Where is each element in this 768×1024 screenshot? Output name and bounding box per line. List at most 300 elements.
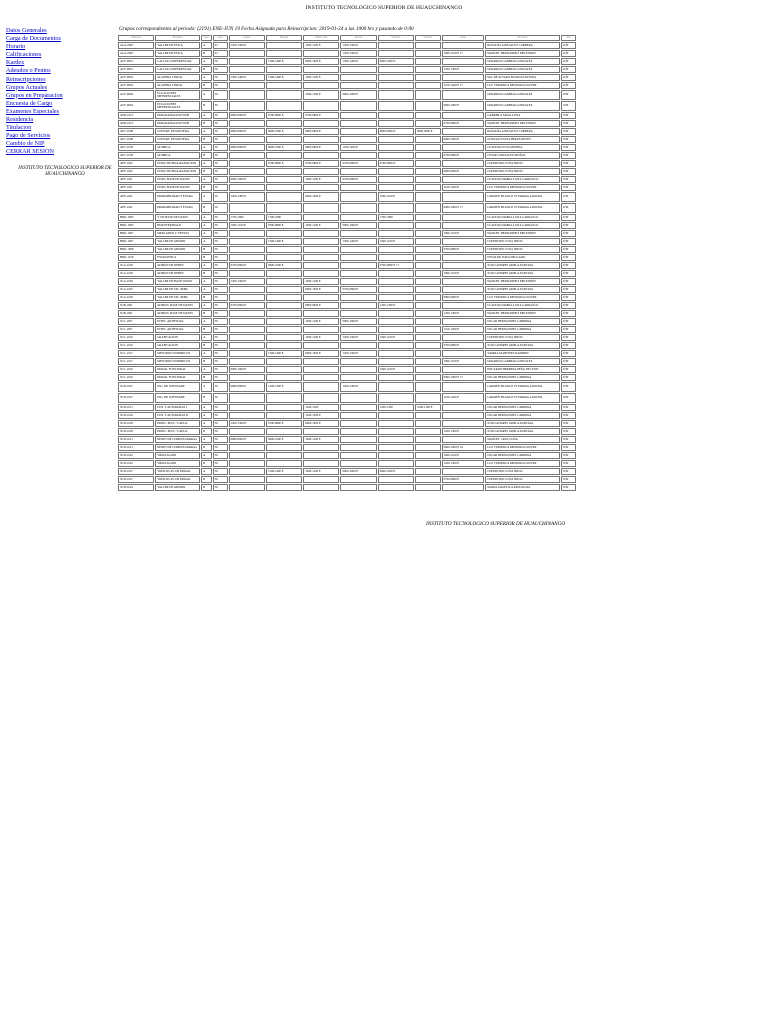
table-cell: [303, 294, 339, 301]
table-cell: [303, 101, 339, 111]
row-select-cell[interactable]: 0/30: [561, 404, 576, 411]
table-row: [118, 144, 576, 151]
table-row: [118, 310, 576, 317]
sidebar-link-residencia[interactable]: Residencia: [6, 116, 34, 124]
row-select-cell[interactable]: 0/30: [561, 112, 576, 119]
table-cell: [266, 50, 302, 57]
table-cell: [340, 476, 376, 483]
table-cell: 0700-0800 E: [378, 160, 414, 167]
table-cell: GERARDO GAMBOA GONZALEZ: [485, 90, 560, 100]
table-cell: [340, 184, 376, 191]
row-select-cell[interactable]: 0/30: [561, 294, 576, 301]
table-cell: JULIO ANDRES AMECA PANTOJA: [485, 428, 560, 435]
table-cell: 1000-1100 E: [442, 230, 485, 237]
table-cell: B: [201, 203, 212, 213]
table-cell: [442, 238, 485, 245]
table-cell: [303, 120, 339, 127]
table-cell: 1000-1100 E: [442, 270, 485, 277]
table-cell: SCD-1027: [118, 382, 154, 392]
table-cell: 0900-1000 E: [303, 286, 339, 293]
table-row: [118, 254, 576, 261]
table-cell: [415, 326, 441, 333]
table-cell: SCC-1019: [118, 374, 154, 381]
row-select-cell[interactable]: 0/30: [561, 374, 576, 381]
table-cell: [229, 444, 265, 451]
table-cell: [378, 184, 414, 191]
table-cell: BIODIVERSIDAD: [155, 222, 200, 229]
table-cell: [303, 444, 339, 451]
table-row: [118, 82, 576, 89]
table-cell: [415, 222, 441, 229]
table-cell: 0900-1000 E: [266, 128, 302, 135]
table-cell: 0700-0800 E: [266, 222, 302, 229]
table-cell: 30: [213, 214, 228, 221]
table-cell: AEF-1031: [118, 184, 154, 191]
row-select-cell[interactable]: 0/30: [561, 358, 576, 365]
row-select-cell[interactable]: 0/30: [561, 168, 576, 175]
table-row: [118, 436, 576, 443]
table-cell: [378, 382, 414, 392]
sidebar-link-adeudos-o-pentos[interactable]: Adeudos o Pentos: [6, 67, 51, 75]
table-cell: 30: [213, 412, 228, 419]
table-cell: A: [201, 286, 212, 293]
table-cell: B: [201, 82, 212, 89]
table-cell: SCB-1001: [118, 310, 154, 317]
column-header: Jueves: [340, 35, 376, 41]
row-select-cell[interactable]: 0/30: [561, 176, 576, 183]
table-cell: 0800-0900 E: [229, 436, 265, 443]
table-cell: [303, 382, 339, 392]
table-cell: CARMEN BLANCO YTURRIAGA ROCHA: [485, 382, 560, 392]
table-cell: ACF-0903: [118, 74, 154, 81]
table-cell: MANUEL HERNANDEZ MELENDEZ: [485, 278, 560, 285]
table-cell: [378, 66, 414, 73]
row-select-cell[interactable]: 0/30: [561, 484, 576, 491]
table-cell: 30: [213, 160, 228, 167]
table-cell: [266, 278, 302, 285]
row-select-cell[interactable]: 0/30: [561, 278, 576, 285]
table-cell: SCD-1018: [118, 428, 154, 435]
sidebar-link-cerrar-sesion[interactable]: CERRAR SESION: [6, 148, 54, 156]
table-cell: JULIO ANDRES AMECA PANTOJA: [485, 420, 560, 427]
table-cell: [340, 412, 376, 419]
table-cell: [229, 184, 265, 191]
table-cell: [378, 460, 414, 467]
table-cell: [415, 460, 441, 467]
table-cell: A: [201, 160, 212, 167]
table-cell: 30: [213, 230, 228, 237]
row-select-cell[interactable]: 0/30: [561, 476, 576, 483]
row-select-cell[interactable]: 0/30: [561, 101, 576, 111]
table-cell: [442, 420, 485, 427]
table-cell: [340, 294, 376, 301]
table-cell: [442, 484, 485, 491]
table-cell: 30: [213, 436, 228, 443]
table-cell: ECUACIONES DIFERENCIALES: [155, 101, 200, 111]
row-select-cell[interactable]: 0/30: [561, 222, 576, 229]
table-cell: SCC-1017: [118, 350, 154, 357]
table-cell: [442, 74, 485, 81]
table-cell: [340, 101, 376, 111]
table-cell: CLAUDIA YADIRA LUNA CARRASCO: [485, 176, 560, 183]
row-select-cell[interactable]: 0/30: [561, 366, 576, 373]
table-cell: 1200-1300 E: [229, 42, 265, 49]
table-cell: [378, 112, 414, 119]
row-select-cell[interactable]: 0/30: [561, 144, 576, 151]
sidebar-link-grupos-actuales[interactable]: Grupos Actuales: [6, 83, 48, 91]
table-cell: A: [201, 112, 212, 119]
sidebar-link-examenes-especiales[interactable]: Examenes Especiales: [6, 107, 60, 115]
table-cell: 30: [213, 112, 228, 119]
sidebar-link-carga-de-documentos[interactable]: Carga de Documentos: [6, 35, 61, 43]
table-row: [118, 168, 576, 175]
row-select-cell[interactable]: 0/30: [561, 436, 576, 443]
row-select-cell[interactable]: 0/30: [561, 334, 576, 341]
table-cell: [378, 90, 414, 100]
table-row: [118, 152, 576, 159]
column-header: Profesor: [485, 35, 560, 41]
table-cell: 1000-1100 E: [442, 452, 485, 459]
table-cell: SIMULACION: [155, 452, 200, 459]
table-cell: METODOS NUMERICOS: [155, 358, 200, 365]
table-cell: B: [201, 254, 212, 261]
table-cell: TALLER DE ETICA: [155, 42, 200, 49]
table-row: [118, 214, 576, 221]
table-cell: 0900-1000 E: [303, 192, 339, 202]
table-cell: GERARDO GAMBOA GONZALEZ: [485, 358, 560, 365]
row-select-cell[interactable]: 0/30: [561, 58, 576, 65]
row-select-cell[interactable]: 0/30: [561, 90, 576, 100]
row-select-cell[interactable]: 0/30: [561, 393, 576, 403]
table-cell: [442, 278, 485, 285]
row-select-cell[interactable]: 0/30: [561, 203, 576, 213]
groups-table: [117, 34, 577, 492]
table-cell: 30: [213, 136, 228, 143]
row-select-cell[interactable]: 0/30: [561, 468, 576, 475]
table-cell: TALLER DE ETICA: [155, 50, 200, 57]
table-cell: SCD-1015: [118, 404, 154, 411]
table-cell: [415, 101, 441, 111]
row-select-cell[interactable]: 0/30: [561, 262, 576, 269]
table-cell: [266, 286, 302, 293]
row-select-cell[interactable]: 0/30: [561, 286, 576, 293]
table-cell: BDD-1007: [118, 230, 154, 237]
row-select-cell[interactable]: 0/30: [561, 310, 576, 317]
table-cell: CARMEN BLANCO YTURRIAGA ROCHA: [485, 192, 560, 202]
table-cell: [229, 160, 265, 167]
table-cell: A: [201, 350, 212, 357]
table-cell: SCD-1027: [118, 468, 154, 475]
sidebar-link-horario[interactable]: Horario: [6, 43, 26, 51]
table-cell: 1200-1300 E: [378, 302, 414, 309]
table-cell: CUPERTINO LUNA TREJO: [485, 238, 560, 245]
table-cell: [415, 358, 441, 365]
table-cell: [340, 366, 376, 373]
row-select-cell[interactable]: 0/30: [561, 428, 576, 435]
table-cell: [340, 230, 376, 237]
table-cell: [340, 120, 376, 127]
row-select-cell[interactable]: 0/30: [561, 302, 576, 309]
row-select-cell[interactable]: 0/30: [561, 136, 576, 143]
table-cell: [340, 270, 376, 277]
table-cell: 0800-0900 E: [229, 128, 265, 135]
table-row: [118, 334, 576, 341]
table-cell: [415, 90, 441, 100]
table-cell: [266, 484, 302, 491]
row-select-cell[interactable]: 0/30: [561, 420, 576, 427]
table-row: [118, 58, 576, 65]
table-row: [118, 374, 576, 381]
row-select-cell[interactable]: 0/30: [561, 160, 576, 167]
row-select-cell[interactable]: 0/30: [561, 460, 576, 467]
table-cell: B: [201, 136, 212, 143]
table-cell: 0900-1000 E: [266, 144, 302, 151]
table-cell: A: [201, 334, 212, 341]
table-cell: 1000-1100 E: [303, 436, 339, 443]
table-cell: [266, 82, 302, 89]
table-cell: CARMEN BLANCO YTURRIAGA ROCHA: [485, 393, 560, 403]
table-cell: [229, 230, 265, 237]
table-cell: 30: [213, 120, 228, 127]
table-cell: SCD-1022: [118, 460, 154, 467]
table-cell: [340, 128, 376, 135]
row-select-cell[interactable]: 0/30: [561, 74, 576, 81]
table-cell: JULIO ANDRES AMECA PANTOJA: [485, 342, 560, 349]
sidebar-link-calificaciones[interactable]: Calificaciones: [6, 51, 42, 59]
table-cell: [303, 428, 339, 435]
table-cell: SCD-1018: [118, 420, 154, 427]
table-cell: [378, 136, 414, 143]
table-cell: 30: [213, 452, 228, 459]
table-cell: 1000-1100 E: [378, 238, 414, 245]
row-select-cell[interactable]: 0/30: [561, 382, 576, 392]
table-cell: ACF-0903: [118, 82, 154, 89]
table-row: [118, 404, 576, 411]
column-header: Gpo: [201, 35, 212, 41]
row-select-cell[interactable]: 0/30: [561, 342, 576, 349]
table-cell: A: [201, 278, 212, 285]
table-cell: [303, 50, 339, 57]
sidebar-link-encuesta-de-cargo[interactable]: Encuesta de Cargo: [6, 99, 53, 107]
table-cell: 0800-0900 E: [303, 302, 339, 309]
table-cell: [266, 452, 302, 459]
table-cell: [415, 214, 441, 221]
table-cell: [266, 120, 302, 127]
table-row: [118, 66, 576, 73]
table-cell: 30: [213, 468, 228, 475]
row-select-cell[interactable]: 0/30: [561, 152, 576, 159]
table-row: [118, 318, 576, 325]
row-select-cell[interactable]: 0/30: [561, 214, 576, 221]
table-cell: [266, 270, 302, 277]
table-cell: [442, 412, 485, 419]
table-row: [118, 74, 576, 81]
table-cell: [415, 342, 441, 349]
sidebar-link-cambio-de-nip[interactable]: Cambio de NIP: [6, 140, 45, 148]
table-cell: SCC-1017: [118, 358, 154, 365]
table-cell: A: [201, 382, 212, 392]
table-cell: 30: [213, 382, 228, 392]
row-select-cell[interactable]: 0/30: [561, 184, 576, 191]
table-cell: [266, 66, 302, 73]
sidebar-link-grupos-en-preparacion[interactable]: Grupos en Preparacion: [6, 91, 63, 99]
table-cell: [415, 176, 441, 183]
table-cell: [229, 82, 265, 89]
table-cell: 1200-1300 E: [340, 42, 376, 49]
table-cell: ACF-0904: [118, 101, 154, 111]
table-cell: 0700-0800 E: [442, 120, 485, 127]
table-cell: [229, 90, 265, 100]
table-cell: A: [201, 222, 212, 229]
table-cell: [415, 152, 441, 159]
table-cell: 0900-1000 E: [442, 136, 485, 143]
table-cell: METODOS NUMERICOS: [155, 350, 200, 357]
table-cell: SCA-1025: [118, 286, 154, 293]
row-select-cell[interactable]: 0/30: [561, 326, 576, 333]
table-cell: 1200-1300 E: [340, 50, 376, 57]
table-cell: [229, 428, 265, 435]
table-cell: T. DE BASE DE DATOS: [155, 214, 200, 221]
table-cell: CONTAB. FINANCIERA: [155, 128, 200, 135]
table-cell: ING. DE SOFTWARE: [155, 393, 200, 403]
table-cell: 30: [213, 404, 228, 411]
sidebar-link-reinscripciones[interactable]: Reinscripciones: [6, 75, 46, 83]
table-cell: 1000-1100 E: [442, 358, 485, 365]
table-cell: ROSALBA GONZALEZ CABRERA: [485, 42, 560, 49]
table-cell: [229, 294, 265, 301]
sidebar-link-titulacion[interactable]: Titulacion: [6, 124, 32, 132]
table-cell: [303, 452, 339, 459]
table-cell: [442, 318, 485, 325]
table-cell: [229, 393, 265, 403]
table-cell: 0900-1000 E 17: [442, 374, 485, 381]
table-cell: ACA-0907: [118, 50, 154, 57]
table-cell: 1300-1400 E: [266, 350, 302, 357]
table-cell: [229, 254, 265, 261]
table-cell: 1100-1200 E: [442, 326, 485, 333]
table-cell: [415, 382, 441, 392]
table-row: [118, 101, 576, 111]
table-cell: [303, 152, 339, 159]
table-cell: 0700-0800 E: [266, 160, 302, 167]
row-select-cell[interactable]: 0/30: [561, 412, 576, 419]
table-cell: OSCAR HERNANDEZ CABRERA: [485, 318, 560, 325]
table-cell: [229, 152, 265, 159]
table-cell: SCD-1016: [118, 412, 154, 419]
table-cell: 1000-1100 E: [378, 366, 414, 373]
table-cell: [266, 460, 302, 467]
row-select-cell[interactable]: 0/30: [561, 318, 576, 325]
table-cell: [229, 342, 265, 349]
sidebar-link-pago-de-servicios[interactable]: Pago de Servicios: [6, 132, 51, 140]
table-cell: GERARDO GAMBOA GONZALEZ: [485, 58, 560, 65]
table-cell: [340, 262, 376, 269]
row-select-cell[interactable]: 0/30: [561, 350, 576, 357]
table-cell: B: [201, 393, 212, 403]
row-select-cell[interactable]: 0/30: [561, 192, 576, 202]
row-select-cell[interactable]: 0/30: [561, 254, 576, 261]
sidebar-link-kardex[interactable]: Kardex: [6, 59, 25, 67]
table-cell: [378, 286, 414, 293]
table-cell: [340, 203, 376, 213]
table-cell: SCA-1002: [118, 262, 154, 269]
table-cell: A: [201, 412, 212, 419]
table-cell: [415, 254, 441, 261]
row-select-cell[interactable]: 0/30: [561, 270, 576, 277]
table-cell: 1700-1800: [229, 214, 265, 221]
table-cell: CONTAB. FINANCIERA: [155, 136, 200, 143]
table-cell: CLAUDIA LUNA MEDINA: [485, 144, 560, 151]
table-row: [118, 366, 576, 373]
table-cell: AEC-1008: [118, 128, 154, 135]
table-cell: 30: [213, 484, 228, 491]
row-select-cell[interactable]: 0/30: [561, 246, 576, 253]
row-select-cell[interactable]: 0/30: [561, 238, 576, 245]
table-cell: [229, 412, 265, 419]
row-select-cell[interactable]: 0/30: [561, 444, 576, 451]
table-cell: A: [201, 302, 212, 309]
table-cell: AEF-1041: [118, 203, 154, 213]
table-cell: 0800-0900 E: [303, 144, 339, 151]
table-cell: 1100-1200 E: [442, 393, 485, 403]
row-select-cell[interactable]: 0/30: [561, 50, 576, 57]
table-row: [118, 112, 576, 119]
table-cell: B: [201, 152, 212, 159]
table-cell: [378, 484, 414, 491]
table-cell: [229, 101, 265, 111]
table-cell: 1100-1200 E: [442, 184, 485, 191]
table-cell: B: [201, 270, 212, 277]
table-cell: B: [201, 326, 212, 333]
table-cell: [340, 310, 376, 317]
table-cell: [266, 176, 302, 183]
table-cell: [266, 192, 302, 202]
table-cell: [442, 90, 485, 100]
table-cell: 1000-1100 E: [303, 468, 339, 475]
sidebar-link-datos-generales[interactable]: Datos Generales: [6, 27, 47, 34]
table-cell: [415, 452, 441, 459]
table-cell: 1300-1400 E: [340, 58, 376, 65]
row-select-cell[interactable]: 0/30: [561, 82, 576, 89]
row-select-cell[interactable]: 0/30: [561, 120, 576, 127]
table-cell: 1000-1100 E: [303, 334, 339, 341]
column-header: Lunes: [229, 35, 265, 41]
table-cell: 1000-1100 E: [378, 192, 414, 202]
table-cell: [378, 476, 414, 483]
row-select-cell[interactable]: 0/30: [561, 128, 576, 135]
table-cell: [442, 366, 485, 373]
table-cell: 0900-1000 E: [340, 222, 376, 229]
row-select-cell[interactable]: 0/30: [561, 452, 576, 459]
row-select-cell[interactable]: 0/30: [561, 230, 576, 237]
table-cell: [378, 42, 414, 49]
table-cell: SCB-1001: [118, 302, 154, 309]
table-cell: 0700-0800 E: [340, 176, 376, 183]
sidebar-institution-name: INSTITUTO TECNOLOGICO SUPERIOR DE HUAUCHINANGO: [18, 166, 112, 178]
row-select-cell[interactable]: 0/30: [561, 66, 576, 73]
table-cell: [415, 160, 441, 167]
table-cell: [415, 58, 441, 65]
table-cell: [229, 334, 265, 341]
table-cell: GERARDO GAMBOA GONZALEZ: [485, 66, 560, 73]
table-cell: [442, 214, 485, 221]
table-cell: [378, 82, 414, 89]
table-cell: TALLER DE ADMON: [155, 238, 200, 245]
row-select-cell[interactable]: 0/30: [561, 42, 576, 49]
table-cell: [229, 168, 265, 175]
table-cell: [378, 120, 414, 127]
table-cell: LUZ VERONICA MENDOZA OLIVER: [485, 444, 560, 451]
